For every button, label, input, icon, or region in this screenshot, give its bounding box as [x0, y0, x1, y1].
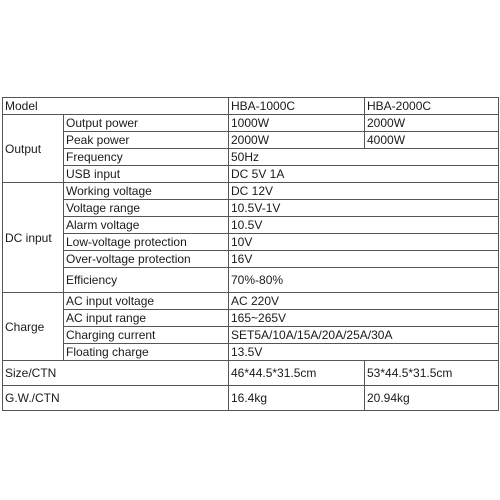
group-dc-input: DC input [3, 183, 64, 293]
row-value: AC 220V [229, 293, 499, 310]
row-value: DC 12V [229, 183, 499, 200]
table-row [3, 234, 499, 251]
table-row [3, 386, 499, 411]
row-value: 2000W [229, 132, 365, 149]
row-label: Floating charge [64, 344, 229, 361]
size-ctn-label: Size/CTN [3, 361, 229, 386]
row-value: 10.5V-1V [229, 200, 499, 217]
table-row [3, 115, 499, 132]
model-hba-2000c: HBA-2000C [365, 98, 499, 115]
table-row [3, 344, 499, 361]
table-row [3, 361, 499, 386]
model-hba-1000c: HBA-1000C [229, 98, 365, 115]
row-label: Peak power [64, 132, 229, 149]
group-output: Output [3, 115, 64, 183]
row-label: AC input range [64, 310, 229, 327]
table-row [3, 149, 499, 166]
row-label: Alarm voltage [64, 217, 229, 234]
header-row [3, 98, 499, 115]
row-label: Charging current [64, 327, 229, 344]
table-row [3, 327, 499, 344]
row-label: AC input voltage [64, 293, 229, 310]
row-value: DC 5V 1A [229, 166, 499, 183]
table-row [3, 183, 499, 200]
table-row [3, 217, 499, 234]
gw-ctn-label: G.W./CTN [3, 386, 229, 411]
table-row [3, 132, 499, 149]
row-value: 13.5V [229, 344, 499, 361]
row-value: 16V [229, 251, 499, 268]
row-value: 165~265V [229, 310, 499, 327]
row-label: Frequency [64, 149, 229, 166]
row-label: Efficiency [64, 268, 229, 293]
table-row [3, 166, 499, 183]
row-value: 50Hz [229, 149, 499, 166]
row-value: SET5A/10A/15A/20A/25A/30A [229, 327, 499, 344]
table-row [3, 268, 499, 293]
model-label: Model [3, 98, 229, 115]
row-value: 16.4kg [229, 386, 365, 411]
row-value: 1000W [229, 115, 365, 132]
row-value: 10.5V [229, 217, 499, 234]
row-label: Voltage range [64, 200, 229, 217]
table-row [3, 200, 499, 217]
row-label: Output power [64, 115, 229, 132]
spec-table [2, 97, 499, 411]
table-row [3, 310, 499, 327]
row-value: 53*44.5*31.5cm [365, 361, 499, 386]
row-value: 46*44.5*31.5cm [229, 361, 365, 386]
table-row [3, 251, 499, 268]
row-value: 20.94kg [365, 386, 499, 411]
row-value: 10V [229, 234, 499, 251]
table-row [3, 293, 499, 310]
row-label: USB input [64, 166, 229, 183]
row-label: Over-voltage protection [64, 251, 229, 268]
group-charge: Charge [3, 293, 64, 361]
row-value: 2000W [365, 115, 499, 132]
row-label: Low-voltage protection [64, 234, 229, 251]
row-label: Working voltage [64, 183, 229, 200]
row-value: 4000W [365, 132, 499, 149]
row-value: 70%-80% [229, 268, 499, 293]
